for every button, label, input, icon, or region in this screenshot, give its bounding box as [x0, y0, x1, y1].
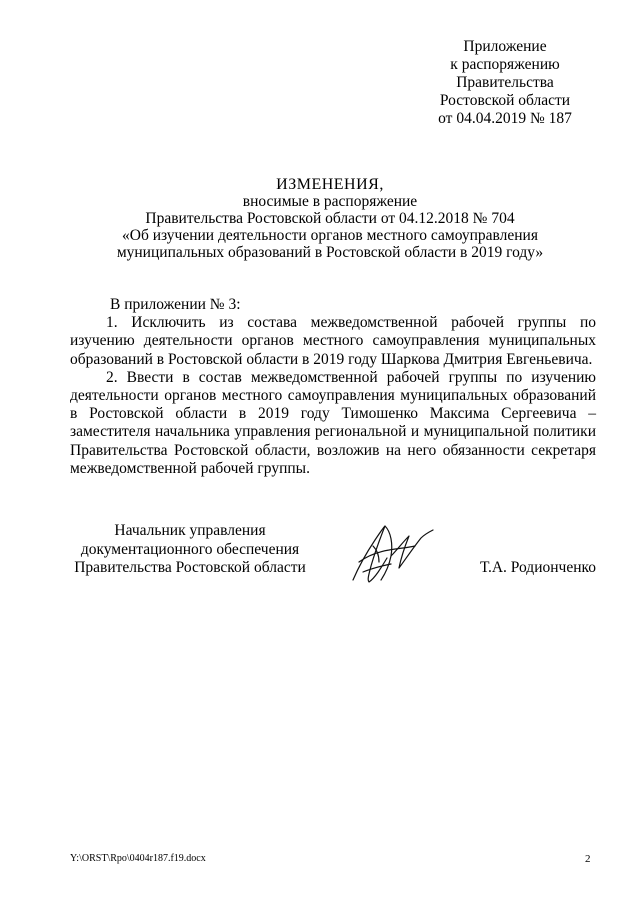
title-heading: ИЗМЕНЕНИЯ,: [276, 176, 384, 193]
handwritten-signature: [345, 522, 435, 588]
title-line: «Об изучении деятельности органов местного самоуправления: [122, 227, 538, 244]
appendix-line: Приложение: [463, 38, 547, 55]
document-title: [60, 176, 600, 261]
appendix-line: от 04.04.2019 № 187: [438, 110, 572, 127]
document-body: [70, 296, 596, 478]
signatory-name: Т.А. Родионченко: [480, 559, 596, 576]
body-item: 2. Ввести в состав межведомственной рабочей группы по изучению деятельности органов местного самоуправления муниципальных образований в Ростовской области в 2019 году Тимошенко Максима Сергеевича – заместителя начальника управления региональной и муниципальной политики Правительства Ростовской области, возложив на него обязанности секретаря межведомственной рабочей группы.: [70, 368, 596, 477]
signature-block: [60, 522, 600, 582]
signatory-position: [70, 522, 310, 578]
signatory-position-line: Начальник управления: [114, 522, 266, 539]
body-intro: В приложении № 3:: [110, 296, 241, 313]
appendix-header: [415, 38, 595, 128]
appendix-line: Ростовской области: [439, 92, 571, 109]
appendix-line: к распоряжению: [450, 56, 560, 73]
title-line: муниципальных образований в Ростовской области в 2019 году»: [116, 244, 544, 261]
signatory-position-line: Правительства Ростовской области: [74, 559, 306, 576]
body-item: 1. Исключить из состава межведомственной рабочей группы по изучению деятельности органов местного самоуправления муниципальных образований в Ростовской области в 2019 году Шаркова Дмитрия Евгеньевича.: [70, 314, 596, 368]
page-number: 2: [585, 853, 591, 865]
title-line: Правительства Ростовской области от 04.12.2018 № 704: [145, 210, 515, 227]
appendix-line: Правительства: [456, 74, 554, 91]
footer-file-path: Y:\ORST\Rpo\0404r187.f19.docx: [70, 853, 206, 864]
signatory-position-line: документационного обеспечения: [80, 540, 300, 558]
title-line: вносимые в распоряжение: [242, 193, 418, 210]
